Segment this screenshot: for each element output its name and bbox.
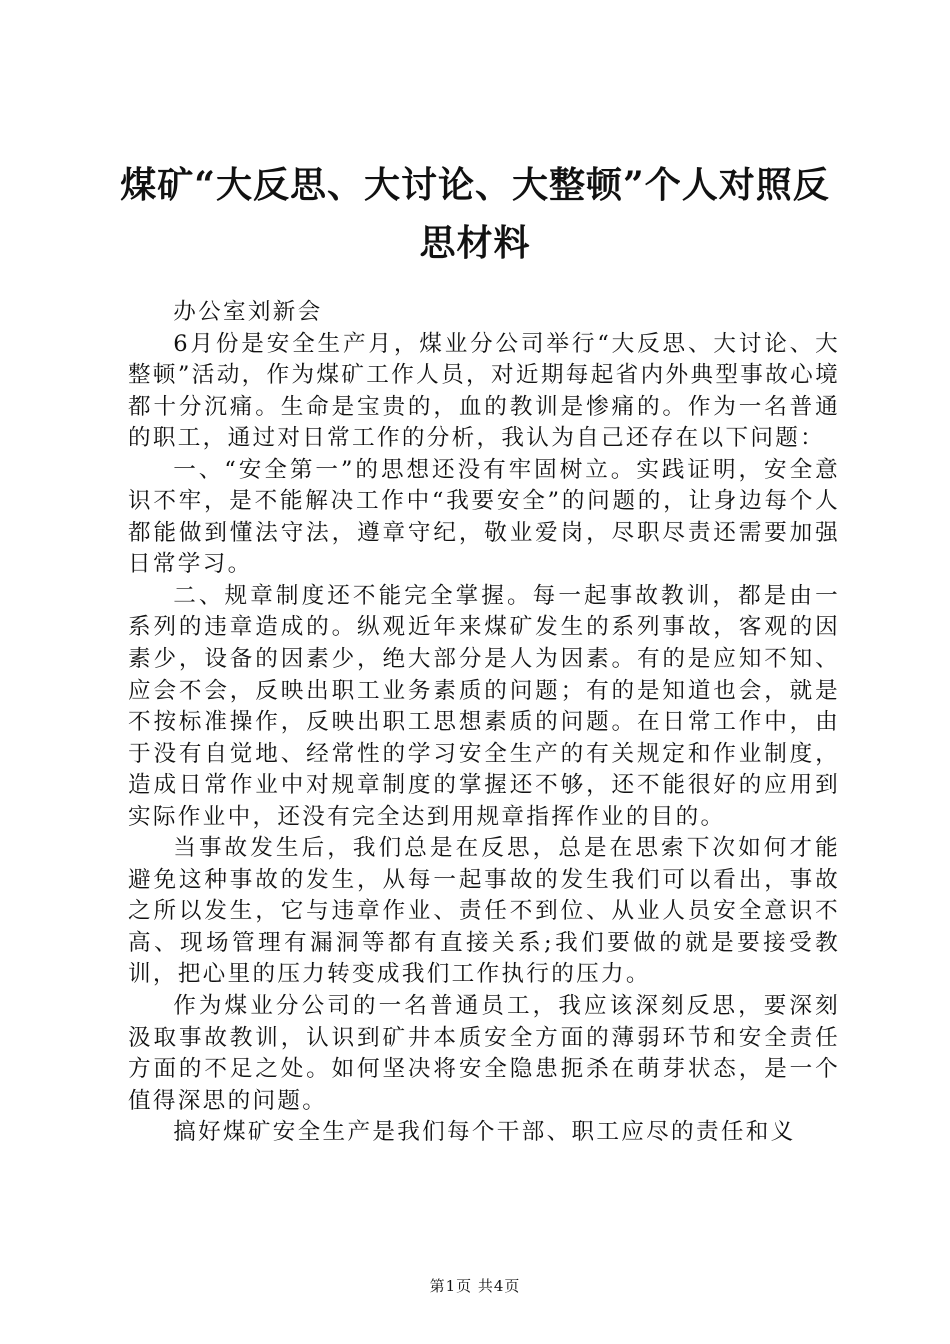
paragraph: 作为煤业分公司的一名普通员工，我应该深刻反思，要深刻汲取事故教训，认识到矿井本质安全方面的薄弱环节和安全责任方面的不足之处。如何坚决将安全隐患扼杀在萌芽状态，是一个值得深思的问题。 [128, 993, 840, 1114]
document-title: 煤矿“大反思、大讨论、大整顿”个人对照反思材料 [120, 164, 830, 264]
paragraph: 当事故发生后，我们总是在反思，总是在思索下次如何才能避免这种事故的发生，从每一起事故的发生我们可以看出，事故之所以发生，它与违章作业、责任不到位、从业人员安全意识不高、现场管理有漏洞等都有直接关系;我们要做的就是要接受教训，把心里的压力转变成我们工作执行的压力。 [128, 835, 840, 988]
page-number-footer: 第1页 共4页 [429, 1277, 521, 1295]
paragraph: 二、规章制度还不能完全掌握。每一起事故教训，都是由一系列的违章造成的。纵观近年来煤矿发生的系列事故，客观的因素少，设备的因素少，绝大部分是人为因素。有的是应知不知、应会不会，反映出职工业务素质的问题；有的是知道也会，就是不按标准操作，反映出职工思想素质的问题。在日常工作中，由于没有自觉地、经常性的学习安全生产的有关规定和作业制度，造成日常作业中对规章制度的掌握还不够，还不能很好的应用到实际作业中，还没有完全达到用规章指挥作业的目的。 [128, 582, 840, 830]
author-line: 办公室刘新会 [173, 299, 323, 325]
paragraph: 搞好煤矿安全生产是我们每个干部、职工应尽的责任和义 [173, 1119, 796, 1146]
document-body [128, 297, 840, 1149]
paragraph: 6月份是安全生产月，煤业分公司举行“大反思、大讨论、大整顿”活动，作为煤矿工作人员，对近期每起省内外典型事故心境都十分沉痛。生命是宝贵的，血的教训是惨痛的。作为一名普通的职工，通过对日常工作的分析，我认为自己还存在以下问题： [128, 330, 840, 452]
paragraph: 一、“安全第一”的思想还没有牢固树立。实践证明，安全意识不牢，是不能解决工作中“我要安全”的问题的，让身边每个人都能做到懂法守法，遵章守纪，敬业爱岗，尽职尽责还需要加强日常学习。 [128, 456, 840, 578]
